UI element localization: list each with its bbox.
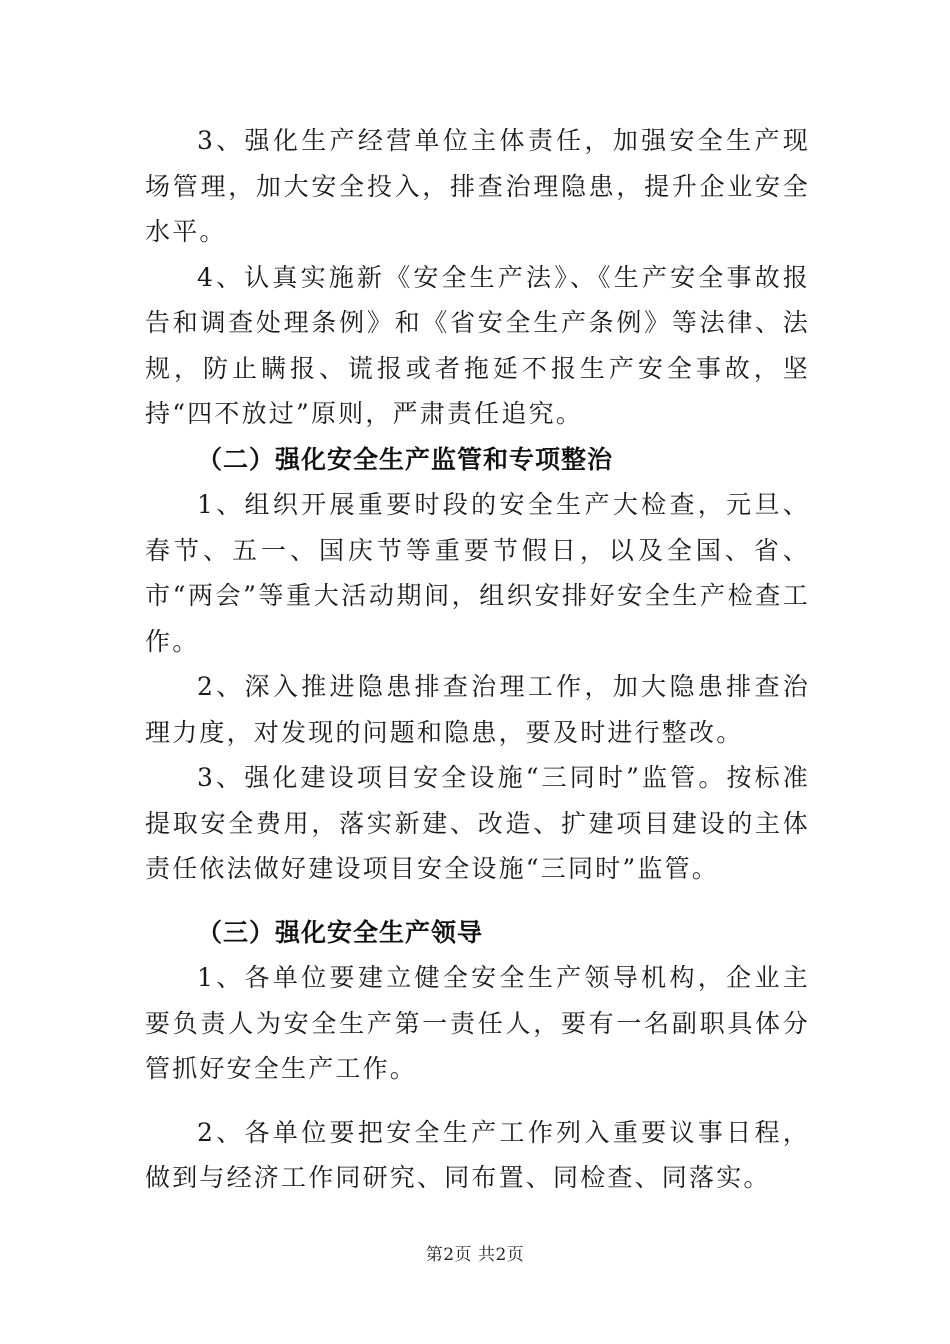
paragraph-item-2: 2、深入推进隐患排查治理工作，加大隐患排查治理力度，对发现的问题和隐患，要及时进行整改。: [145, 672, 810, 747]
paragraph-item-1b: 1、各单位要建立健全安全生产领导机构，企业主要负责人为安全生产第一责任人，要有一名副职具体分管抓好安全生产工作。: [145, 963, 810, 1083]
paragraph-item-2b: 2、各单位要把安全生产工作列入重要议事日程，做到与经济工作同研究、同布置、同检查、同落实。: [145, 1117, 810, 1192]
paragraph-item-3: 3、强化生产经营单位主体责任，加强安全生产现场管理，加大安全投入，排查治理隐患，提升企业安全水平。: [145, 126, 810, 246]
page-footer: 第2页 共2页: [425, 1245, 525, 1265]
paragraph-item-1: 1、组织开展重要时段的安全生产大检查，元旦、春节、五一、国庆节等重要节假日，以及全国、省、市“两会”等重大活动期间，组织安排好安全生产检查工作。: [145, 490, 810, 656]
paragraph-item-3b: 3、强化建设项目安全设施“三同时”监管。按标准提取安全费用，落实新建、改造、扩建项目建设的主体责任依法做好建设项目安全设施“三同时”监管。: [145, 763, 810, 883]
section-heading-2: （二）强化安全生产监管和专项整治: [197, 444, 614, 474]
section-heading-3: （三）强化安全生产领导: [197, 917, 484, 947]
document-body: [145, 118, 810, 1201]
paragraph-item-4: 4、认真实施新《安全生产法》、《生产安全事故报告和调查处理条例》和《省安全生产条例》等法律、法规，防止瞒报、谎报或者拖延不报生产安全事故，坚持“四不放过”原则，严肃责任追究。: [145, 262, 810, 428]
